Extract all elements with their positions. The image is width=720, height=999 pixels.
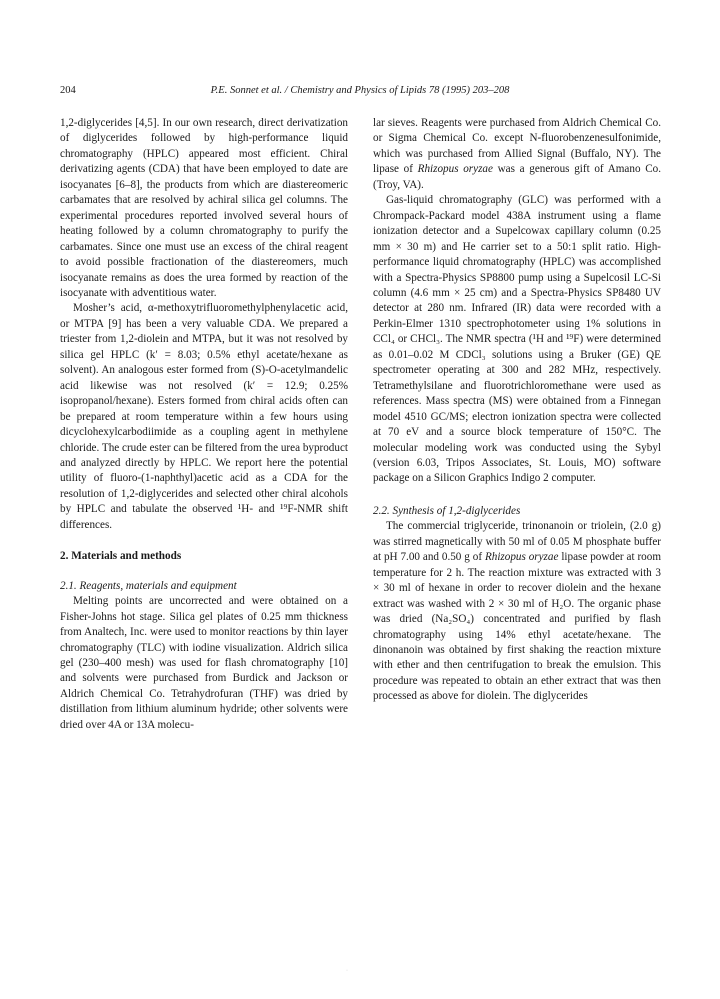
footer-mark: · — [346, 968, 348, 974]
right-column — [373, 116, 661, 705]
left-column — [60, 116, 348, 733]
intro-paragraph-continued: 1,2-diglycerides [4,5]. In our own research, direct derivatization of diglycerides followed by high-performance liquid chromatography (HPLC) appeared most efficient. Chiral derivatizing agents (CDA) that have been employed to date are isocyanates [6–8], the products from which are diastereomeric carbamates that are resolved by achiral silica gel columns. The experimental procedures reported involved several hours of heating followed by a column chromatography to purify the carbamates. Since one must use an excess of the chiral reagent to avoid possible fractionation of the diastereomers, much isocyanate remains as does the urea formed by reaction of the isocyanate with adventitious water. — [60, 117, 348, 299]
species-name: Rhizopus oryzae — [484, 551, 559, 564]
instrumentation-paragraph: Gas-liquid chromatography (GLC) was performed with a Chrompack-Packard model 438A instrument using a flame ionization detector and a Supelcowax capillary column (0.25 mm × 30 m) and He carrier set to a 50:1 split ratio. High-performance liquid chromatography (HPLC) was accomplished with a Spectra-Physics SP8800 pump using a Supelcosil LC-Si column (4.6 mm × 25 cm) and a Spectra-Physics SP8480 UV detector at 280 nm. Infrared (IR) data were recorded with a Perkin-Elmer 1310 spectrophotometer using 1% solutions in CCl₄ or CHCl₃. The NMR spectra (¹H and ¹⁹F) were determined as 0.01–0.02 M CDCl₃ solutions using a Bruker (GE) QE spectrometer operating at 300 and 282 MHz, respectively. Tetramethylsilane and fluorotrichloromethane were used as references. Mass spectra (MS) were obtained from a Finnegan model 4510 GC/MS; electron ionization spectra were collected at 70 eV and a source block temperature of 150°C. The molecular modeling work was conducted using the Sybyl (version 6.03, Tripos Associates, St. Louis, MO) software package on a Silicon Graphics Indigo 2 computer. — [373, 194, 661, 485]
page-header — [60, 85, 660, 101]
reagents-paragraph-continued — [373, 116, 661, 193]
synthesis-paragraph — [373, 519, 661, 704]
species-name: Rhizopus oryzae — [417, 163, 493, 176]
subsection-heading-reagents: 2.1. Reagents, materials and equipment — [60, 579, 237, 592]
synthesis-text-a: The commercial triglyceride, trinonanoin or triolein, (2.0 g) was stirred magnetically with 50 ml of 0.05 M phosphate buffer at pH 7.00 and 0.50 g of — [373, 520, 661, 564]
running-head: P.E. Sonnet et al. / Chemistry and Physics of Lipids 78 (1995) 203–208 — [210, 85, 510, 96]
page-number: 204 — [60, 85, 76, 96]
section-heading-materials-methods: 2. Materials and methods — [60, 550, 182, 563]
reagents-paragraph: Melting points are uncorrected and were obtained on a Fisher-Johns hot stage. Silica gel plates of 0.25 mm thickness from Analtech, Inc. were used to monitor reactions by thin layer chromatography (TLC) with iodine visualization. Aldrich silica gel (230–400 mesh) was used for flash chromatography [10] and solvents were purchased from Burdick and Jackson or Aldrich Chemical Co. Tetrahydrofuran (THF) was dried by distillation from lithium aluminum hydride; other solvents were dried over 4A or 13A molecu- — [60, 595, 348, 731]
reagents-text-a: lar sieves. Reagents were purchased from Aldrich Chemical Co. or Sigma Chemical Co. except N-fluorobenzenesulfonimide, which was purchased from Allied Signal (Buffalo, NY). The lipase of — [373, 117, 661, 176]
reagents-text-b: was a generous gift of Amano Co. (Troy, VA). — [373, 163, 661, 191]
mosher-acid-paragraph: Mosher’s acid, α-methoxytrifluoromethylphenylacetic acid, or MTPA [9] has been a very valuable CDA. We prepared a triester from 1,2-diolein and MTPA, but it was not resolved by silica gel HPLC (k′ = 8.03; 0.5% ethyl acetate/hexane as solvent). An analogous ester formed from (S)-O-acetylmandelic acid likewise was not resolved (k′ = 12.9; 0.25% isopropanol/hexane). Esters formed from chiral acids often can be prepared at room temperature within a few hours using dicyclohexylcarbodiimide as a coupling agent in methylene chloride. The crude ester can be filtered from the urea byproduct and analyzed directly by HPLC. We report here the potential utility of fluoro-(1-naphthyl)acetic acid as a CDA for the resolution of 1,2-diglycerides and selected other chiral alcohols by HPLC and tabulate the observed ¹H- and ¹⁹F-NMR shift differences. — [60, 302, 348, 531]
synthesis-text-b: lipase powder at room temperature for 2 h. The reaction mixture was extracted with 3 × 30 ml of hexane in order to recover diolein and the hexane extract was washed with 2 × 30 ml of H₂O. The organic phase was dried (Na₂SO₄) concentrated and purified by flash chromatography using 14% ethyl acetate/hexane. The dinonanoin was obtained by first shaking the reaction mixture with ether and then centrifugation to break the emulsion. This procedure was repeated to obtain an ether extract that was then processed as above for diolein. The diglycerides — [373, 551, 661, 703]
subsection-heading-synthesis: 2.2. Synthesis of 1,2-diglycerides — [373, 504, 521, 517]
